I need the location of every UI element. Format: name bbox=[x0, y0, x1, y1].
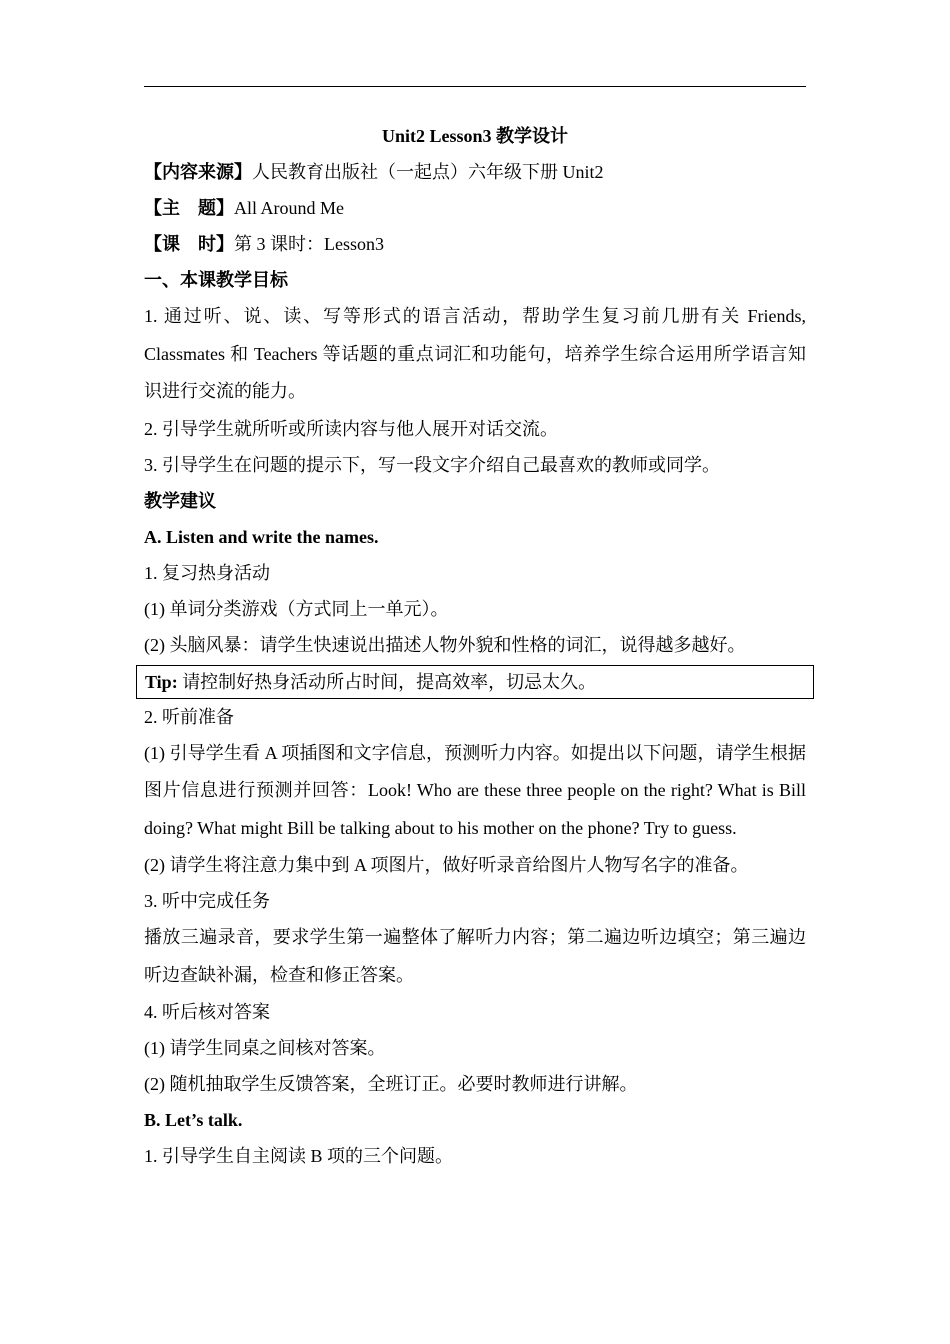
meta-topic-value: All Around Me bbox=[234, 198, 344, 218]
part-a-step2-b: (2) 请学生将注意力集中到 A 项图片，做好听录音给图片人物写名字的准备。 bbox=[144, 855, 749, 875]
page-title: Unit2 Lesson3 教学设计 bbox=[381, 126, 569, 146]
meta-period-value: 第 3 课时：Lesson3 bbox=[234, 234, 384, 254]
section2-heading: 教学建议 bbox=[144, 490, 216, 511]
part-a-step1-b: (2) 头脑风暴：请学生快速说出描述人物外貌和性格的词汇，说得越多越好。 bbox=[144, 634, 746, 655]
objective-item: 2. 引导学生就所听或所读内容与他人展开对话交流。 bbox=[144, 418, 558, 439]
tip-box bbox=[136, 665, 814, 699]
objective-item: 1. 通过听、说、读、写等形式的语言活动，帮助学生复习前几册有关 Friends, Classmates 和 Teachers 等话题的重点词汇和功能句，培养学生综合运用所学语言知识进行交流的能力。 bbox=[144, 306, 806, 401]
part-a-step2: 2. 听前准备 bbox=[144, 706, 234, 727]
header-rule bbox=[144, 86, 806, 87]
meta-source bbox=[144, 154, 806, 190]
part-a-step4-a: (1) 请学生同桌之间核对答案。 bbox=[144, 1038, 386, 1058]
part-a-step3: 3. 听中完成任务 bbox=[144, 891, 270, 911]
meta-topic bbox=[144, 190, 806, 226]
tip-label: Tip: bbox=[145, 671, 178, 692]
meta-source-label: 【内容来源】 bbox=[144, 162, 252, 182]
section1-heading: 一、本课教学目标 bbox=[144, 270, 288, 290]
meta-period-label: 【课 时】 bbox=[144, 234, 234, 254]
part-a-step3-text: 播放三遍录音，要求学生第一遍整体了解听力内容；第二遍边听边填空；第三遍边听边查缺补漏，检查和修正答案。 bbox=[144, 927, 806, 985]
part-a-step1-a: (1) 单词分类游戏（方式同上一单元）。 bbox=[144, 598, 449, 619]
part-b-step1: 1. 引导学生自主阅读 B 项的三个问题。 bbox=[144, 1146, 454, 1166]
meta-period bbox=[144, 226, 806, 262]
meta-source-value: 人民教育出版社（一起点）六年级下册 Unit2 bbox=[252, 162, 604, 182]
part-a-step2-a: (1) 引导学生看 A 项插图和文字信息，预测听力内容。如提出以下问题，请学生根据图片信息进行预测并回答：Look! Who are these three people on the right? What is Bill doing? What might Bill be talking about to his mother on the phone? Try to guess. bbox=[144, 742, 806, 838]
part-a-heading: A. Listen and write the names. bbox=[144, 526, 379, 547]
part-a-step4: 4. 听后核对答案 bbox=[144, 1002, 270, 1022]
part-a-step4-b: (2) 随机抽取学生反馈答案，全班订正。必要时教师进行讲解。 bbox=[144, 1074, 638, 1094]
objective-item: 3. 引导学生在问题的提示下，写一段文字介绍自己最喜欢的教师或同学。 bbox=[144, 454, 720, 475]
tip-text: 请控制好热身活动所占时间，提高效率，切忌太久。 bbox=[177, 671, 597, 692]
part-b-heading: B. Let’s talk. bbox=[144, 1110, 243, 1130]
document-body bbox=[144, 118, 806, 1174]
meta-topic-label: 【主 题】 bbox=[144, 198, 234, 218]
part-a-step1: 1. 复习热身活动 bbox=[144, 562, 270, 583]
